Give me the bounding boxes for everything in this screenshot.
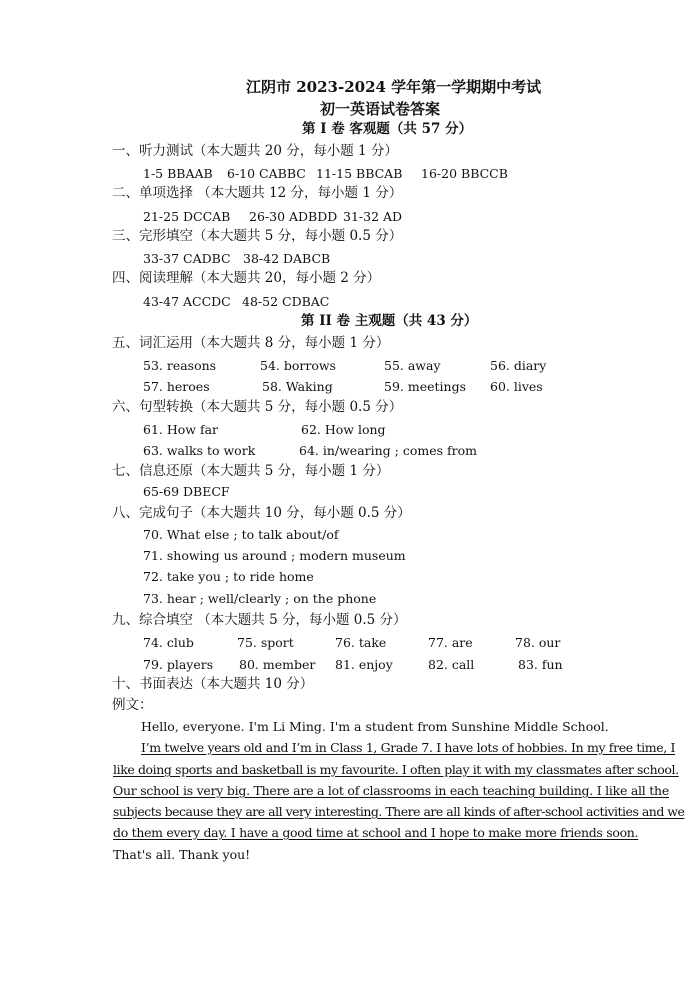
section4-heading: 四、阅读理解（本大题共 20，每小题 2 分） (112, 270, 381, 286)
answer-item: 71. showing us around ; modern museum (143, 548, 406, 563)
section5-heading: 五、词汇运用（本大题共 8 分，每小题 1 分） (112, 335, 390, 351)
essay-line: Our school is very big. There are a lot of classrooms in each teaching building. I like all the (113, 783, 669, 798)
answer-item: 26-30 ADBDD (249, 209, 338, 224)
part2-heading: 第 II 卷 主观题（共 43 分） (301, 313, 478, 329)
answer-item: 16-20 BBCCB (421, 166, 508, 181)
answer-item: 21-25 DCCAB (143, 209, 231, 224)
answer-key-title: 初一英语试卷答案 (320, 100, 441, 118)
answer-item: 48-52 CDBAC (242, 294, 330, 309)
answer-item: 33-37 CADBC (143, 251, 231, 266)
answer-item: 74. club (143, 635, 194, 650)
answer-item: 79. players (143, 657, 214, 672)
answer-item: 6-10 CABBC (227, 166, 306, 181)
essay-line: subjects because they are all very interesting. There are all kinds of after-school activities and we (113, 804, 685, 819)
answer-item: 58. Waking (262, 379, 333, 394)
answer-item: 80. member (239, 657, 316, 672)
essay-line: like doing sports and basketball is my favourite. I often play it with my classmates after school. (113, 762, 679, 777)
section10-heading: 十、书面表达（本大题共 10 分） (112, 676, 314, 692)
section7-answer: 65-69 DBECF (143, 484, 230, 499)
answer-item: 59. meetings (384, 379, 466, 394)
section7-heading: 七、信息还原（本大题共 5 分，每小题 1 分） (112, 463, 390, 479)
answer-item: 31-32 AD (343, 209, 403, 224)
answer-item: 81. enjoy (335, 657, 393, 672)
answer-item: 53. reasons (143, 358, 217, 373)
answer-item: 78. our (515, 635, 561, 650)
answer-item: 1-5 BBAAB (143, 166, 213, 181)
part1-heading: 第 I 卷 客观题（共 57 分） (302, 121, 473, 137)
essay-label: 例文： (112, 697, 153, 713)
answer-item: 75. sport (237, 635, 294, 650)
essay-line: do them every day. I have a good time at school and I hope to make more friends soon. (113, 825, 639, 840)
answer-item: 38-42 DABCB (243, 251, 331, 266)
answer-item: 77. are (428, 635, 473, 650)
section1-heading: 一、听力测试（本大题共 20 分，每小题 1 分） (112, 143, 398, 159)
answer-item: 62. How long (301, 422, 386, 437)
answer-item: 64. in/wearing ; comes from (299, 443, 477, 458)
answer-item: 82. call (428, 657, 475, 672)
answer-item: 83. fun (518, 657, 563, 672)
answer-item: 57. heroes (143, 379, 210, 394)
essay-line: I’m twelve years old and I’m in Class 1, Grade 7. I have lots of hobbies. In my free time, I (141, 740, 676, 755)
answer-item: 54. borrows (260, 358, 336, 373)
answer-item: 63. walks to work (143, 443, 256, 458)
answer-item: 76. take (335, 635, 387, 650)
answer-item: 72. take you ; to ride home (143, 569, 314, 584)
answer-item: 60. lives (490, 379, 543, 394)
essay-closing: That's all. Thank you! (113, 847, 251, 862)
exam-title: 江阴市 2023-2024 学年第一学期期中考试 (246, 78, 542, 96)
answer-item: 61. How far (143, 422, 219, 437)
section2-heading: 二、单项选择 （本大题共 12 分，每小题 1 分） (112, 185, 403, 201)
section9-heading: 九、综合填空 （本大题共 5 分，每小题 0.5 分） (112, 612, 407, 628)
answer-item: 43-47 ACCDC (143, 294, 231, 309)
answer-item: 56. diary (490, 358, 547, 373)
answer-item: 55. away (384, 358, 441, 373)
answer-item: 73. hear ; well/clearly ; on the phone (143, 591, 377, 606)
answer-item: 70. What else ; to talk about/of (143, 527, 339, 542)
section3-heading: 三、完形填空（本大题共 5 分，每小题 0.5 分） (112, 228, 403, 244)
section6-heading: 六、句型转换（本大题共 5 分，每小题 0.5 分） (112, 399, 403, 415)
essay-intro: Hello, everyone. I'm Li Ming. I'm a student from Sunshine Middle School. (141, 719, 609, 734)
answer-item: 11-15 BBCAB (316, 166, 403, 181)
section8-heading: 八、完成句子（本大题共 10 分，每小题 0.5 分） (112, 505, 411, 521)
